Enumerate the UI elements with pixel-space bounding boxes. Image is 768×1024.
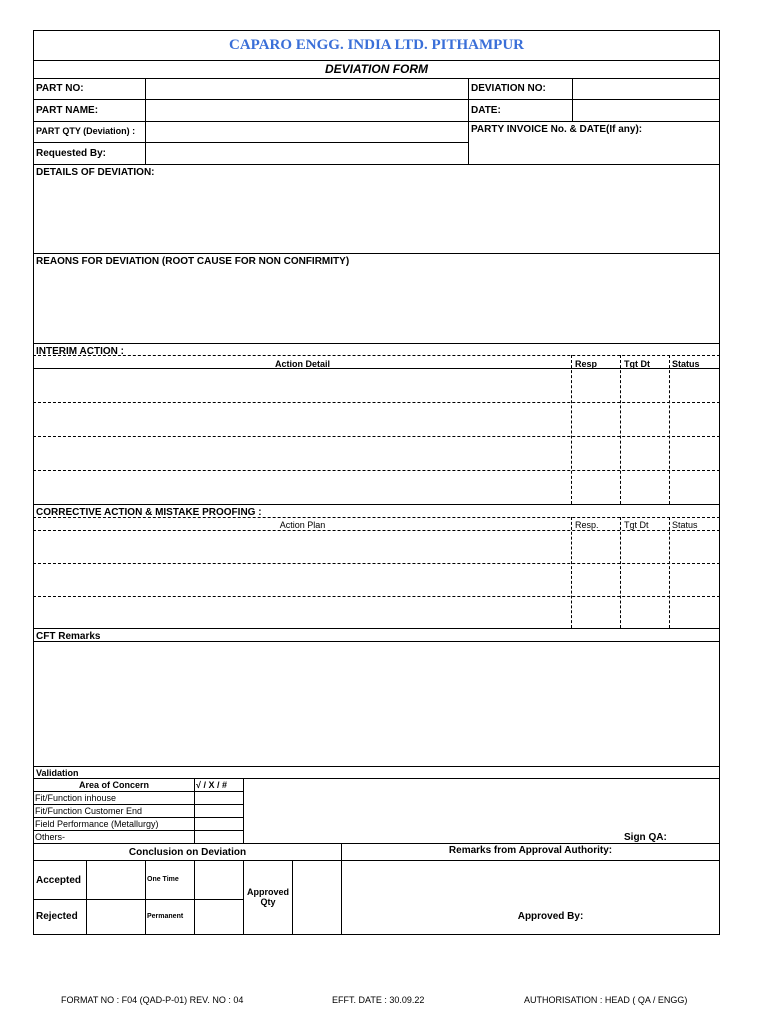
corrective-row[interactable] <box>34 597 719 628</box>
divider <box>33 253 720 254</box>
interim-col-resp: Resp <box>575 359 598 369</box>
remarks-authority-header: Remarks from Approval Authority: <box>448 845 613 856</box>
divider <box>33 355 720 356</box>
interim-col-tgt: Tgt Dt <box>624 359 650 369</box>
divider <box>33 766 720 767</box>
divider <box>33 60 720 61</box>
area-of-concern-header: Area of Concern <box>78 780 149 790</box>
validation-mark-cell[interactable] <box>195 792 243 804</box>
date-field[interactable] <box>573 100 719 121</box>
requested-by-field[interactable] <box>146 143 468 164</box>
accepted-checkbox[interactable] <box>87 861 145 899</box>
date-label: DATE: <box>471 105 501 116</box>
interim-row[interactable] <box>34 437 719 470</box>
interim-col-status: Status <box>672 359 700 369</box>
divider <box>33 504 720 505</box>
divider <box>33 343 720 344</box>
corrective-row[interactable] <box>34 564 719 596</box>
validation-mark-cell[interactable] <box>195 818 243 830</box>
validation-row-label: Fit/Function Customer End <box>35 806 143 816</box>
corrective-row[interactable] <box>34 531 719 563</box>
form-title: DEVIATION FORM <box>324 62 429 76</box>
conclusion-header: Conclusion on Deviation <box>128 847 247 858</box>
interim-heading: INTERIM ACTION : <box>36 346 124 357</box>
party-invoice-field[interactable] <box>469 136 719 164</box>
divider <box>33 517 720 518</box>
rejected-label: Rejected <box>36 911 78 922</box>
validation-mark-cell[interactable] <box>195 831 243 843</box>
part-qty-field[interactable] <box>146 122 468 142</box>
interim-col-detail: Action Detail <box>274 359 330 369</box>
corrective-col-status: Status <box>672 520 698 530</box>
part-qty-label: PART QTY (Deviation) : <box>36 126 136 136</box>
company-name: CAPARO ENGG. INDIA LTD. PITHAMPUR <box>228 37 525 53</box>
sign-qa-label: Sign QA: <box>624 832 667 843</box>
part-name-field[interactable] <box>146 100 468 121</box>
reasons-heading: REAONS FOR DEVIATION (ROOT CAUSE FOR NON CONFIRMITY) <box>36 256 350 267</box>
cft-remarks-field[interactable] <box>34 642 719 765</box>
deviation-no-field[interactable] <box>573 79 719 99</box>
party-invoice-label: PARTY INVOICE No. & DATE(If any): <box>471 124 643 135</box>
divider <box>145 860 146 935</box>
corrective-col-resp: Resp. <box>575 520 599 530</box>
part-name-label: PART NAME: <box>36 105 99 116</box>
accepted-label: Accepted <box>36 875 82 886</box>
footer-format-no: FORMAT NO : F04 (QAD-P-01) REV. NO : 04 <box>61 995 244 1005</box>
validation-heading: Validation <box>36 768 79 778</box>
one-time-checkbox[interactable] <box>195 861 243 899</box>
divider <box>33 628 720 629</box>
validation-row-label: Others- <box>35 832 66 842</box>
requested-by-label: Requested By: <box>36 148 107 159</box>
approval-remarks-field[interactable] <box>342 861 719 906</box>
permanent-label: Permanent <box>147 913 184 920</box>
one-time-label: One Time <box>147 876 179 883</box>
interim-row[interactable] <box>34 471 719 504</box>
reasons-field[interactable] <box>34 269 719 343</box>
validation-row-label: Fit/Function inhouse <box>35 793 117 803</box>
corrective-heading: CORRECTIVE ACTION & MISTAKE PROOFING : <box>36 507 262 518</box>
interim-row[interactable] <box>34 369 719 402</box>
validation-mark-cell[interactable] <box>195 805 243 817</box>
deviation-no-label: DEVIATION NO: <box>471 83 546 94</box>
divider <box>33 843 720 844</box>
permanent-checkbox[interactable] <box>195 900 243 935</box>
validation-row-label: Field Performance (Metallurgy) <box>35 819 159 829</box>
corrective-col-plan: Action Plan <box>279 520 326 530</box>
footer-efft-date: EFFT. DATE : 30.09.22 <box>332 995 425 1005</box>
approved-qty-field[interactable] <box>293 861 341 935</box>
corrective-col-tgt: Tgt Dt <box>624 520 649 530</box>
details-heading: DETAILS OF DEVIATION: <box>36 167 155 178</box>
approved-by-label: Approved By: <box>517 911 584 922</box>
footer-authorisation: AUTHORISATION : HEAD ( QA / ENGG) <box>524 995 688 1005</box>
rejected-checkbox[interactable] <box>87 900 145 935</box>
part-no-field[interactable] <box>146 79 468 99</box>
mark-header: √ / X / # <box>196 780 227 790</box>
divider <box>33 164 720 165</box>
part-no-label: PART NO: <box>36 83 84 94</box>
details-field[interactable] <box>34 180 719 253</box>
approved-qty-label: Approved Qty <box>246 887 289 907</box>
cft-heading: CFT Remarks <box>36 631 101 642</box>
interim-row[interactable] <box>34 403 719 436</box>
sign-qa-field[interactable] <box>244 779 719 843</box>
